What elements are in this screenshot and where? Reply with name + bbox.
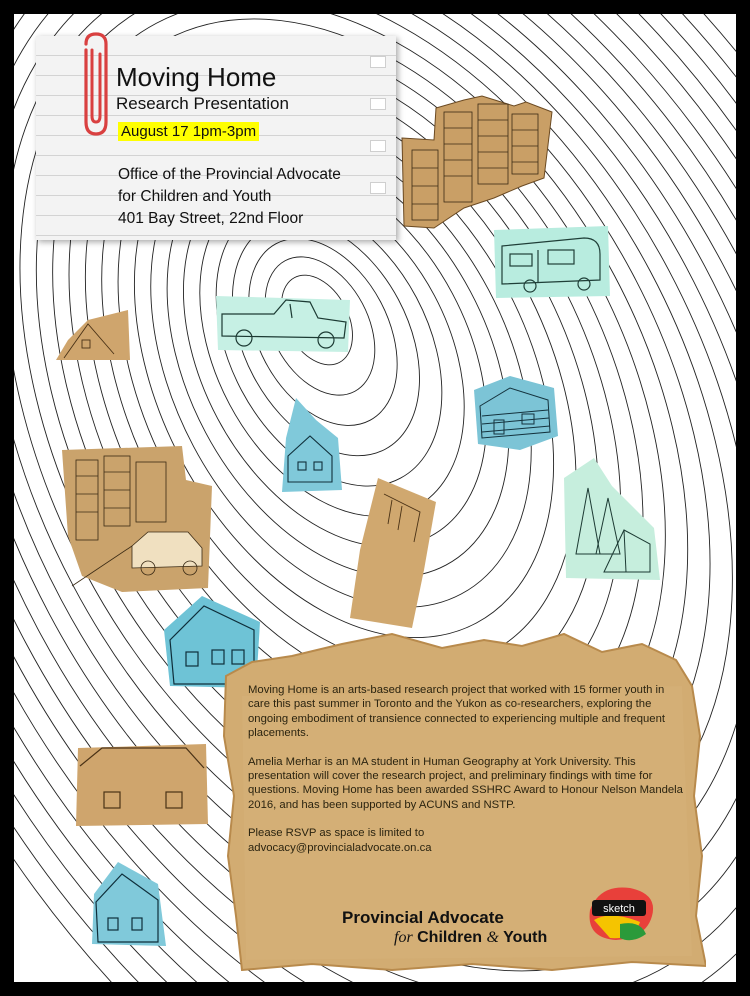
address-line-1: Office of the Provincial Advocate	[118, 166, 341, 183]
advocate-logo-line2	[394, 929, 547, 947]
rsvp-email-link[interactable]: advocacy@provincialadvocate.on.ca	[248, 841, 432, 854]
event-date: August 17 1pm-3pm	[118, 122, 259, 141]
city-buildings-drawing	[394, 78, 566, 238]
advocate-logo-youth: Youth	[503, 929, 548, 946]
cardboard-scrap-drawing	[340, 478, 440, 630]
advocate-logo-amp: &	[486, 929, 499, 946]
paperclip-icon	[76, 30, 110, 140]
description-paragraph-2: Amelia Merhar is an MA student in Human Geography at York University. This presentation will cover the research project, and preliminary findings with time for questions. Moving Home has been awarded SSHRC Award to Honour Nelson Mandela 2016, and has been supported by ACUNS and NSTP.	[248, 755, 683, 811]
note-hole	[370, 98, 386, 110]
sketch-logo	[580, 880, 660, 946]
note-hole	[370, 182, 386, 194]
advocate-logo-children: Children	[417, 929, 483, 946]
note-hole	[370, 56, 386, 68]
poster	[14, 14, 736, 982]
event-subtitle: Research Presentation	[116, 94, 289, 113]
pickup-truck-drawing	[214, 292, 354, 356]
cardboard-house-drawing	[74, 732, 210, 828]
event-title: Moving Home	[116, 62, 277, 92]
advocate-logo-for: for	[394, 929, 413, 946]
sketch-logo-text: sketch	[603, 903, 635, 915]
advocate-logo-line1: Provincial Advocate	[342, 908, 504, 927]
address-line-2: for Children and Youth	[118, 188, 272, 205]
description-text	[248, 683, 688, 855]
description-paragraph-1: Moving Home is an arts-based research project that worked with 15 former youth in care this past summer in Toronto and the Yukon as co-researchers, exploring the ongoing embodiment of transience connected to experiencing multiple and frequent placements.	[248, 684, 666, 740]
small-cabin-drawing	[54, 310, 134, 364]
note-hole	[370, 140, 386, 152]
tent-trees-drawing	[554, 458, 664, 584]
event-note-card	[36, 36, 396, 240]
small-blue-house-drawing	[88, 862, 168, 948]
event-address	[118, 164, 341, 230]
blue-house-drawing	[276, 398, 344, 494]
city-street-car-drawing	[62, 446, 212, 592]
log-cabin-drawing	[470, 376, 560, 452]
camper-trailer-drawing	[492, 224, 612, 300]
rsvp-text: Please RSVP as space is limited to	[248, 827, 425, 840]
address-line-3: 401 Bay Street, 22nd Floor	[118, 210, 304, 227]
